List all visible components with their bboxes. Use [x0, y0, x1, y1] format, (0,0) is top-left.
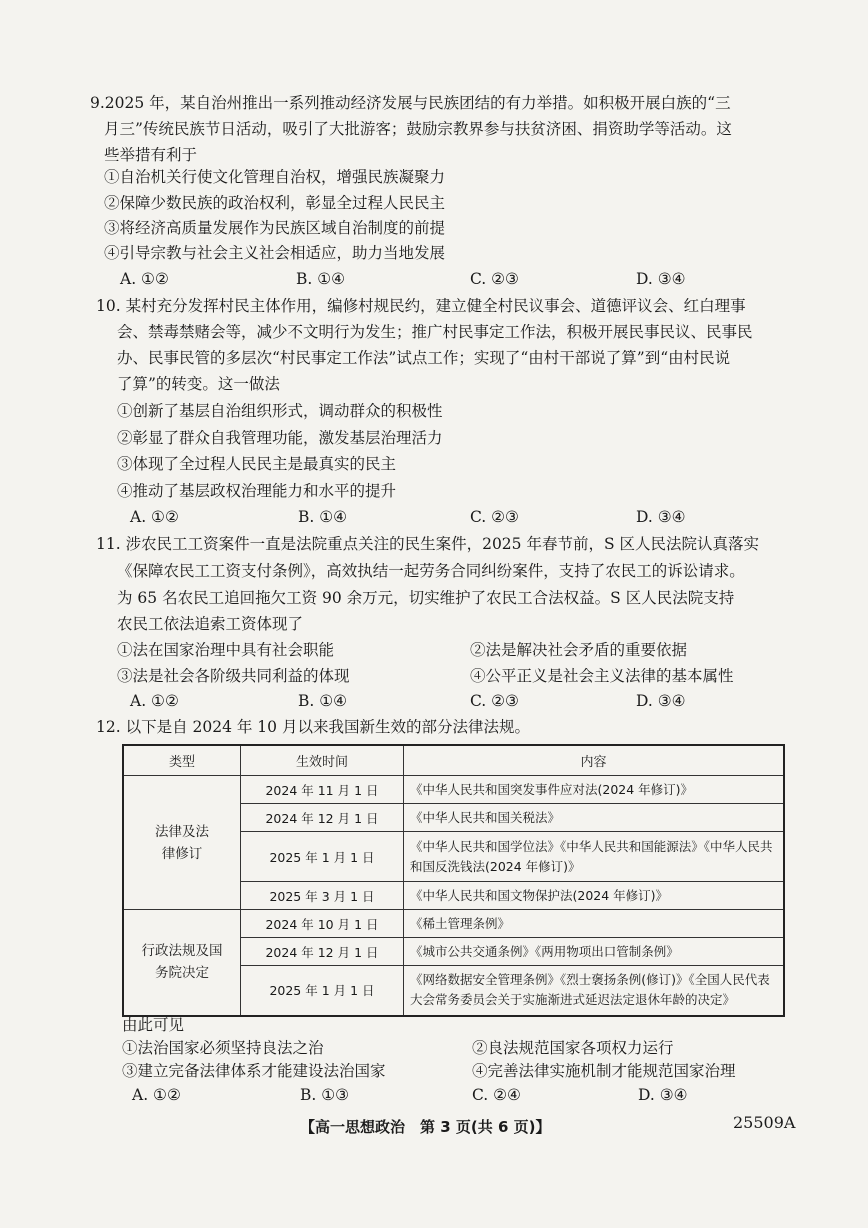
question-12-item-4: ④完善法律实施机制才能规范国家治理	[472, 1062, 736, 1080]
law-table-content: 《城市公共交通条例》《两用物项出口管制条例》	[404, 938, 785, 966]
question-12-options	[0, 1084, 868, 1106]
law-table-date: 2024 年 12 月 1 日	[241, 938, 404, 966]
question-12-stem: 12. 以下是自 2024 年 10 月以来我国新生效的部分法律法规。	[96, 718, 530, 736]
question-9-item-2: ②保障少数民族的政治权利，彰显全过程人民民主	[104, 194, 446, 212]
question-10-stem-line-2: 会、禁毒禁赌会等，减少不文明行为发生；推广村民事定工作法，积极开展民事民议、民事民	[117, 323, 753, 341]
question-9-options	[0, 268, 868, 290]
law-table-content: 《中华人民共和国学位法》《中华人民共和国能源法》《中华人民共和国反洗钱法(2024 年修订)》	[404, 832, 785, 882]
law-table-content: 《稀土管理条例》	[404, 910, 785, 938]
question-12-option-d[interactable]: D. ③④	[638, 1086, 688, 1104]
question-11-options	[0, 690, 868, 712]
law-table-date: 2024 年 11 月 1 日	[241, 776, 404, 804]
question-9-option-c[interactable]: C. ②③	[470, 270, 519, 288]
question-11-stem-line-3: 为 65 名农民工追回拖欠工资 90 余万元，切实维护了农民工合法权益。S 区人民法院支持	[117, 589, 735, 607]
question-11-item-1: ①法在国家治理中具有社会职能	[117, 641, 335, 659]
question-10-option-d[interactable]: D. ③④	[636, 508, 686, 526]
exam-code: 25509A	[733, 1113, 796, 1132]
question-10-item-2: ②彰显了群众自我管理功能，激发基层治理活力	[117, 429, 443, 447]
law-table-content: 《中华人民共和国突发事件应对法(2024 年修订)》	[404, 776, 785, 804]
law-table-content: 《网络数据安全管理条例》《烈士褒扬条例(修订)》《全国人民代表大会常务委员会关于实施渐进式延迟法定退休年龄的决定》	[404, 966, 785, 1016]
question-10-stem-line-4: 了算”的转变。这一做法	[117, 375, 280, 393]
question-12-option-a[interactable]: A. ①②	[132, 1086, 181, 1104]
table-row	[123, 910, 784, 938]
question-10-stem-line-1: 10. 某村充分发挥村民主体作用，编修村规民约，建立健全村民议事会、道德评议会、红白理事	[96, 297, 746, 315]
law-table-type-regulations: 行政法规及国务院决定	[123, 910, 241, 1016]
question-10-option-b[interactable]: B. ①④	[298, 508, 348, 526]
question-9-stem-line-3: 些举措有利于	[104, 146, 198, 164]
question-10-option-c[interactable]: C. ②③	[470, 508, 519, 526]
law-table-header-content: 内容	[404, 745, 785, 776]
law-table-content: 《中华人民共和国关税法》	[404, 804, 785, 832]
question-11-stem-line-2: 《保障农民工工资支付条例》，高效执结一起劳务合同纠纷案件，支持了农民工的诉讼请求。	[117, 562, 745, 580]
law-table-header-row	[123, 745, 784, 776]
law-table-date: 2024 年 10 月 1 日	[241, 910, 404, 938]
law-table-type-laws: 法律及法律修订	[123, 776, 241, 910]
question-12-item-3: ③建立完备法律体系才能建设法治国家	[122, 1062, 386, 1080]
question-10-options	[0, 506, 868, 528]
question-10-stem-line-3: 办、民事民管的多层次“村民事定工作法”试点工作；实现了“由村干部说了算”到“由村民说	[117, 349, 731, 367]
law-table-date: 2025 年 1 月 1 日	[241, 832, 404, 882]
question-12-item-1: ①法治国家必须坚持良法之治	[122, 1039, 324, 1057]
question-11-stem-line-4: 农民工依法追索工资体现了	[117, 615, 304, 633]
question-12-conclusion: 由此可见	[122, 1016, 185, 1034]
table-row	[123, 776, 784, 804]
question-11-option-a[interactable]: A. ①②	[130, 692, 179, 710]
question-9-item-3: ③将经济高质量发展作为民族区域自治制度的前提	[104, 219, 446, 237]
question-9-stem-line-2: 月三”传统民族节日活动，吸引了大批游客；鼓励宗教界参与扶贫济困、捐资助学等活动。这	[104, 120, 732, 138]
question-12-item-2: ②良法规范国家各项权力运行	[472, 1039, 674, 1057]
question-11-stem-line-1: 11. 涉农民工工资案件一直是法院重点关注的民生案件，2025 年春节前，S 区人民法院认真落实	[96, 535, 759, 553]
law-table	[122, 744, 785, 1017]
question-9-stem-line-1: 9.2025 年，某自治州推出一系列推动经济发展与民族团结的有力举措。如积极开展白族的“三	[90, 94, 731, 112]
question-12-option-c[interactable]: C. ②④	[472, 1086, 521, 1104]
question-10-option-a[interactable]: A. ①②	[130, 508, 179, 526]
question-11-item-3: ③法是社会各阶级共同利益的体现	[117, 667, 350, 685]
question-9-option-a[interactable]: A. ①②	[120, 270, 169, 288]
law-table-content: 《中华人民共和国文物保护法(2024 年修订)》	[404, 882, 785, 910]
question-9-item-1: ①自治机关行使文化管理自治权，增强民族凝聚力	[104, 168, 446, 186]
law-table-date: 2024 年 12 月 1 日	[241, 804, 404, 832]
question-10-item-3: ③体现了全过程人民民主是最真实的民主	[117, 455, 397, 473]
law-table-date: 2025 年 1 月 1 日	[241, 966, 404, 1016]
question-11-option-d[interactable]: D. ③④	[636, 692, 686, 710]
question-12-option-b[interactable]: B. ①③	[300, 1086, 350, 1104]
question-11-option-c[interactable]: C. ②③	[470, 692, 519, 710]
question-9-item-4: ④引导宗教与社会主义社会相适应，助力当地发展	[104, 244, 446, 262]
question-9-option-b[interactable]: B. ①④	[296, 270, 346, 288]
law-table-header-date: 生效时间	[241, 745, 404, 776]
question-10-item-4: ④推动了基层政权治理能力和水平的提升	[117, 482, 397, 500]
page-footer: 【高一思想政治 第 3 页(共 6 页)】	[300, 1118, 551, 1136]
law-table-header-type: 类型	[123, 745, 241, 776]
question-10-item-1: ①创新了基层自治组织形式，调动群众的积极性	[117, 402, 443, 420]
question-11-option-b[interactable]: B. ①④	[298, 692, 348, 710]
question-11-item-4: ④公平正义是社会主义法律的基本属性	[470, 667, 734, 685]
question-11-item-2: ②法是解决社会矛盾的重要依据	[470, 641, 688, 659]
law-table-date: 2025 年 3 月 1 日	[241, 882, 404, 910]
question-9-option-d[interactable]: D. ③④	[636, 270, 686, 288]
